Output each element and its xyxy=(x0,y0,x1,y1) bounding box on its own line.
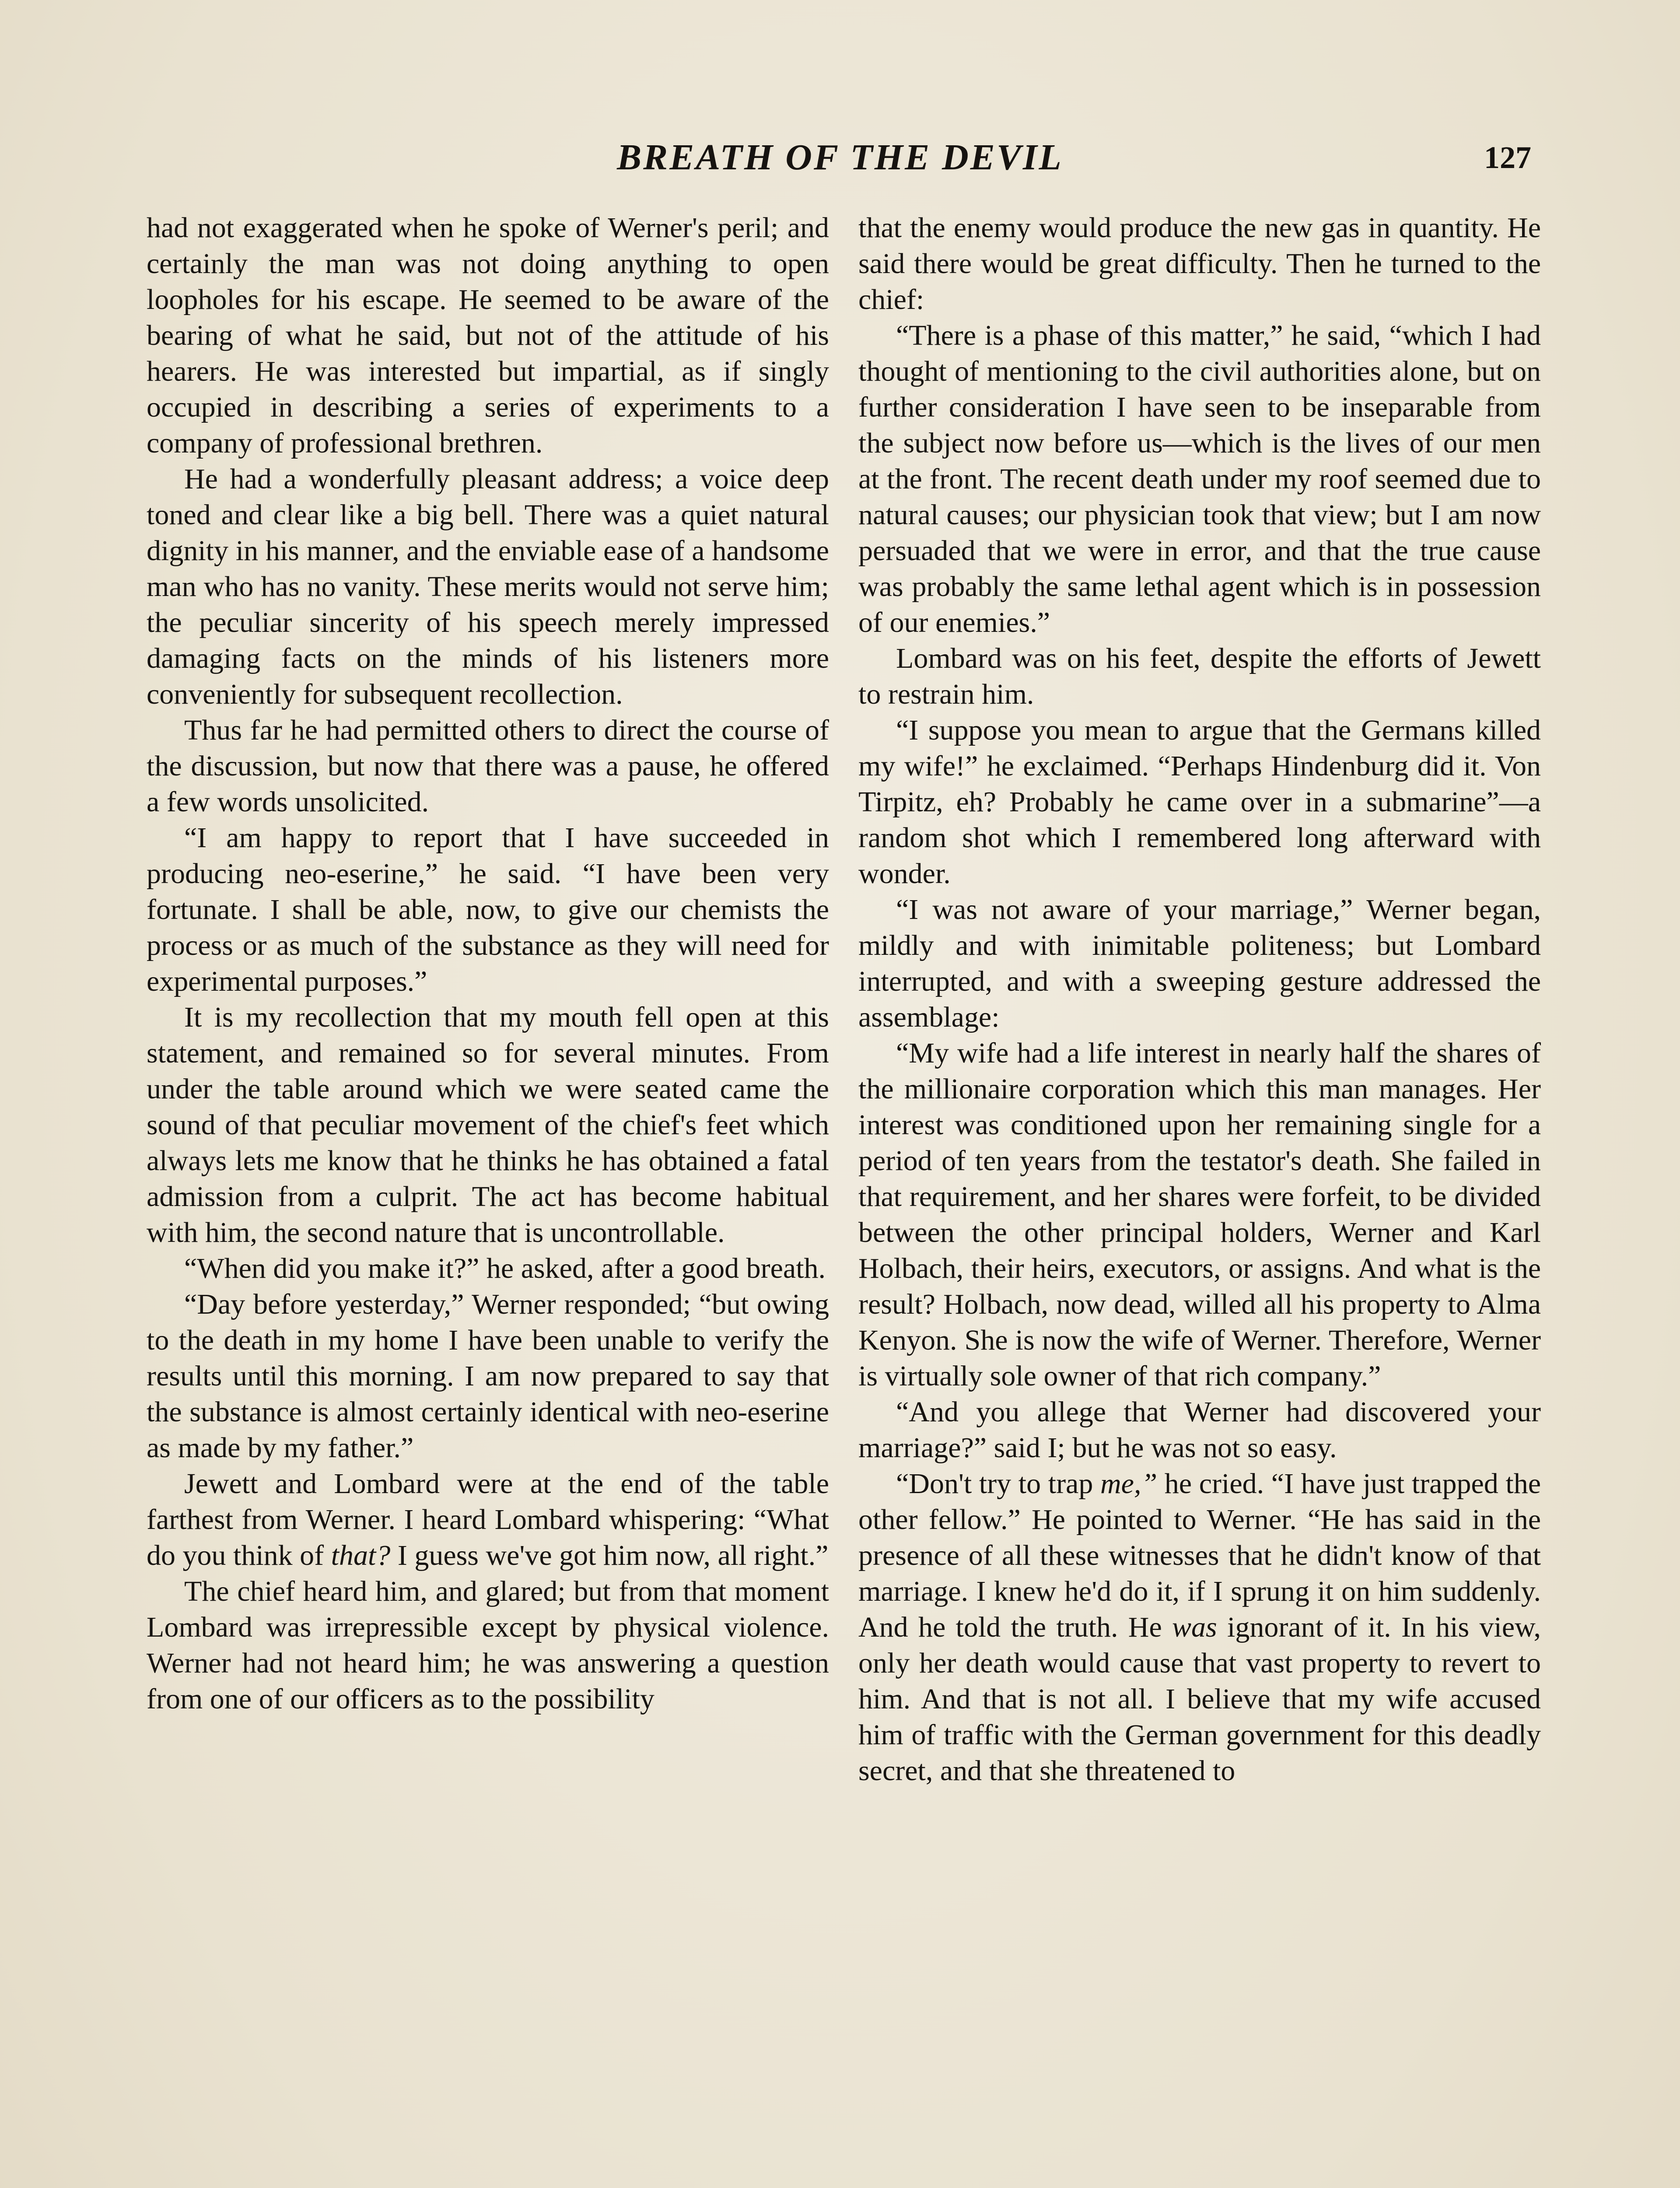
italic-text: that? xyxy=(331,1539,391,1571)
page-header xyxy=(149,131,1531,184)
left-column xyxy=(147,210,829,2188)
paragraph: The chief heard him, and glared; but from that moment Lombard was irrepressible except by physical violence. Werner had not heard him; he was answering a question from one of our officers as to the possibility xyxy=(147,1575,829,1715)
italic-text: was xyxy=(1172,1611,1217,1643)
page-number: 127 xyxy=(1484,140,1531,175)
paragraph xyxy=(858,1466,1541,1789)
paragraph: “I was not aware of your marriage,” Werner began, mildly and with inimitable politeness; but Lombard interrupted, and with a sweeping gesture addressed the assemblage: xyxy=(858,894,1541,1033)
text-run: ignorant of it. In his view, only her death would cause that vast property to revert to him. And that is not all. I believe that my wife accused him of traffic with the German government for this deadly secret, and that she threatened to xyxy=(858,1611,1541,1787)
paragraph: “I am happy to report that I have succeeded in producing neo-eserine,” he said. “I have been very fortunate. I shall be able, now, to give our chemists the process or as much of the substance as they will need for experimental purposes.” xyxy=(147,822,829,997)
paragraph: “I suppose you mean to argue that the Germans killed my wife!” he exclaimed. “Perhaps Hindenburg did it. Von Tirpitz, eh? Probably he came over in a submarine”—a random shot which I remembered long afterward with wonder. xyxy=(858,714,1541,890)
paragraph: had not exaggerated when he spoke of Werner's peril; and certainly the man was not doing anything to open loopholes for his escape. He seemed to be aware of the bearing of what he said, but not of the attitude of his hearers. He was interested but impartial, as if singly occupied in describing a series of experiments to a company of professional brethren. xyxy=(147,212,829,459)
text-run: “Don't try to trap xyxy=(896,1468,1093,1500)
paragraph: “Day before yesterday,” Werner responded; “but owing to the death in my home I have been unable to verify the results until this morning. I am now prepared to say that the substance is almost certainly identical with neo-eserine as made by my father.” xyxy=(147,1288,829,1464)
paragraph: “My wife had a life interest in nearly half the shares of the millionaire corporation which this man manages. Her interest was conditioned upon her remaining single for a period of ten years from the testator's death. She failed in that requirement, and her shares were forfeit, to be divided between the other principal holders, Werner and Karl Holbach, their heirs, executors, or assigns. And what is the result? Holbach, now dead, willed all his property to Alma Kenyon. She is now the wife of Werner. Therefore, Werner is virtually sole owner of that rich company.” xyxy=(858,1037,1541,1392)
paragraph: He had a wonderfully pleasant address; a voice deep toned and clear like a big bell. There was a quiet natural dignity in his manner, and the enviable ease of a handsome man who has no vanity. These merits would not serve him; the peculiar sincerity of his speech merely impressed damaging facts on the minds of his listeners more conveniently for subsequent recollection. xyxy=(147,463,829,710)
text-run: Jewett and Lombard were at the end of the table farthest from Werner. I heard Lombard whispering: “What do you think of xyxy=(147,1468,829,1571)
paragraph: Lombard was on his feet, despite the efforts of Jewett to restrain him. xyxy=(858,642,1541,710)
paragraph: It is my recollection that my mouth fell open at this statement, and remained so for several minutes. From under the table around which we were seated came the sound of that peculiar movement of the chief's feet which always lets me know that he thinks he has obtained a fatal admission from a culprit. The act has become habitual with him, the second nature that is uncontrollable. xyxy=(147,1001,829,1248)
paragraph: “There is a phase of this matter,” he said, “which I had thought of mentioning to the civil authorities alone, but on further consideration I have seen to be inseparable from the subject now before us—which is the lives of our men at the front. The recent death under my roof seemed due to natural causes; our physician took that view; but I am now persuaded that we were in error, and that the true cause was probably the same lethal agent which is in possession of our enemies.” xyxy=(858,319,1541,638)
text-run: he cried. “I have just trapped the other fellow.” He pointed to Werner. “He has said in the presence of all these witnesses that he didn't know of that marriage. I knew he'd do it, if I sprung it on him suddenly. And he told the truth. He xyxy=(858,1468,1541,1643)
paragraph: that the enemy would produce the new gas in quantity. He said there would be great difficulty. Then he turned to the chief: xyxy=(858,212,1541,316)
right-column xyxy=(858,210,1541,2188)
italic-text: me,” xyxy=(1100,1468,1158,1500)
paragraph: Thus far he had permitted others to direct the course of the discussion, but now that there was a pause, he offered a few words unsolicited. xyxy=(147,714,829,818)
running-title: BREATH OF THE DEVIL xyxy=(617,137,1063,178)
paragraph: “When did you make it?” he asked, after a good breath. xyxy=(184,1252,826,1284)
paragraph xyxy=(147,1466,829,1574)
paragraph: “And you allege that Werner had discovered your marriage?” said I; but he was not so easy. xyxy=(858,1396,1541,1464)
text-run: I guess we've got him now, all right.” xyxy=(397,1539,829,1571)
